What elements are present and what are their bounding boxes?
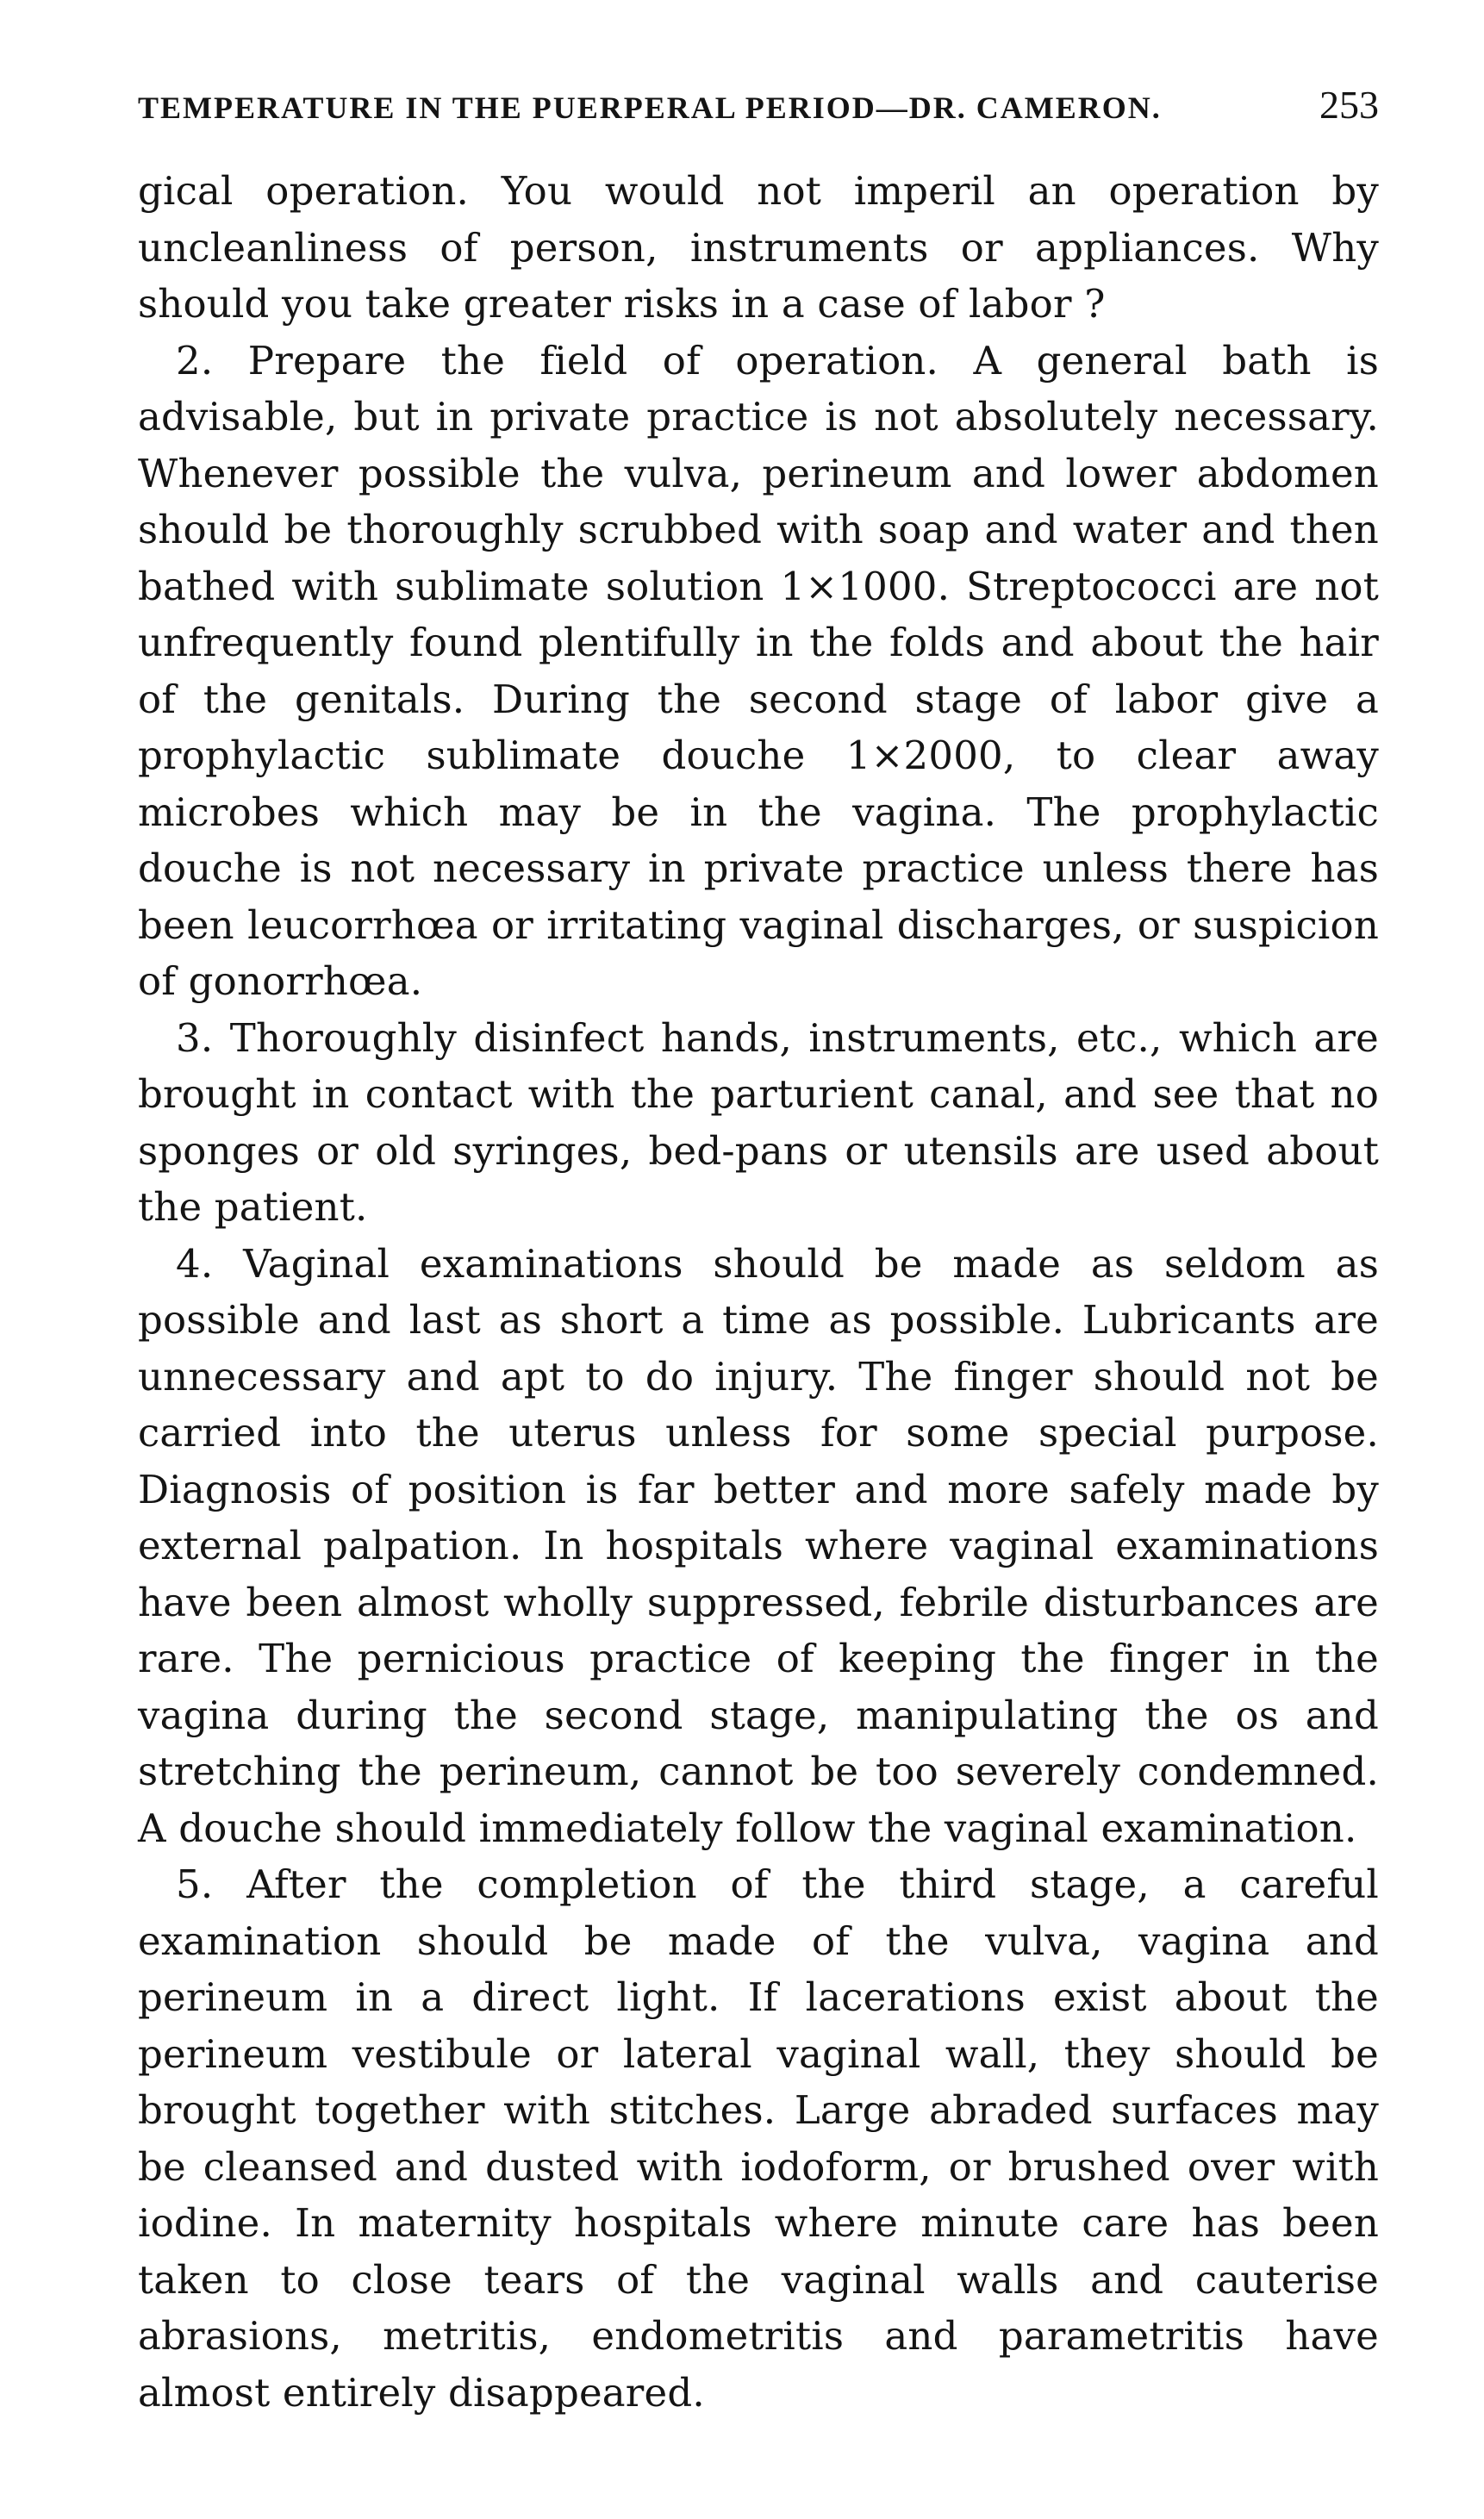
paragraph-item-4: 4. Vaginal examinations should be made as seldom as possible and last as short a time as possible. Lubricants are unnecessary and apt to do injury. The finger should not be carried into the uterus unless for some special purpose. Diagnosis of position is far better and more safely made by external palpation. In hospitals where vaginal examinations have been almost wholly suppressed, febrile disturbances are rare. The pernicious practice of keeping the finger in the vagina during the second stage, manipulating the os and stretching the perineum, cannot be too severely condemned. A douche should immediately follow the vaginal examination. [138,1240,1379,1851]
running-head [138,82,1379,134]
running-title: TEMPERATURE IN THE PUERPERAL PERIOD—DR. CAMERON. [138,90,1162,125]
book-page [138,82,1379,2421]
body-text [138,163,1379,2421]
paragraph-continuation: gical operation. You would not imperil an operation by uncleanliness of person, instruments or appliances. Why should you take greater risks in a case of labor ? [138,168,1379,327]
paragraph-item-2: 2. Prepare the field of operation. A general bath is advisable, but in private practice is not absolutely necessary. Whenever possible the vulva, perineum and lower abdomen should be thoroughly scrubbed with soap and water and then bathed with sublimate solution 1×1000. Streptococci are not unfrequently found plentifully in the folds and about the hair of the genitals. During the second stage of labor give a prophylactic sublimate douche 1×2000, to clear away microbes which may be in the vagina. The prophylactic douche is not necessary in private practice unless there has been leucorrhœa or irritating vaginal discharges, or suspicion of gonorrhœa. [138,337,1379,1004]
paragraph-item-5: 5. After the completion of the third stage, a careful examination should be made of the vulva, vagina and perineum in a direct light. If lacerations exist about the perineum vestibule or lateral vaginal wall, they should be brought together with stitches. Large abraded surfaces may be cleansed and dusted with iodoform, or brushed over with iodine. In maternity hospitals where minute care has been taken to close tears of the vaginal walls and cauterise abrasions, metritis, endometritis and parametritis have almost entirely disappeared. [138,1861,1379,2416]
paragraph-item-3: 3. Thoroughly disinfect hands, instruments, etc., which are brought in contact with the parturient canal, and see that no sponges or old syringes, bed-pans or utensils are used about the patient. [138,1014,1379,1230]
page-number: 253 [1319,83,1379,127]
